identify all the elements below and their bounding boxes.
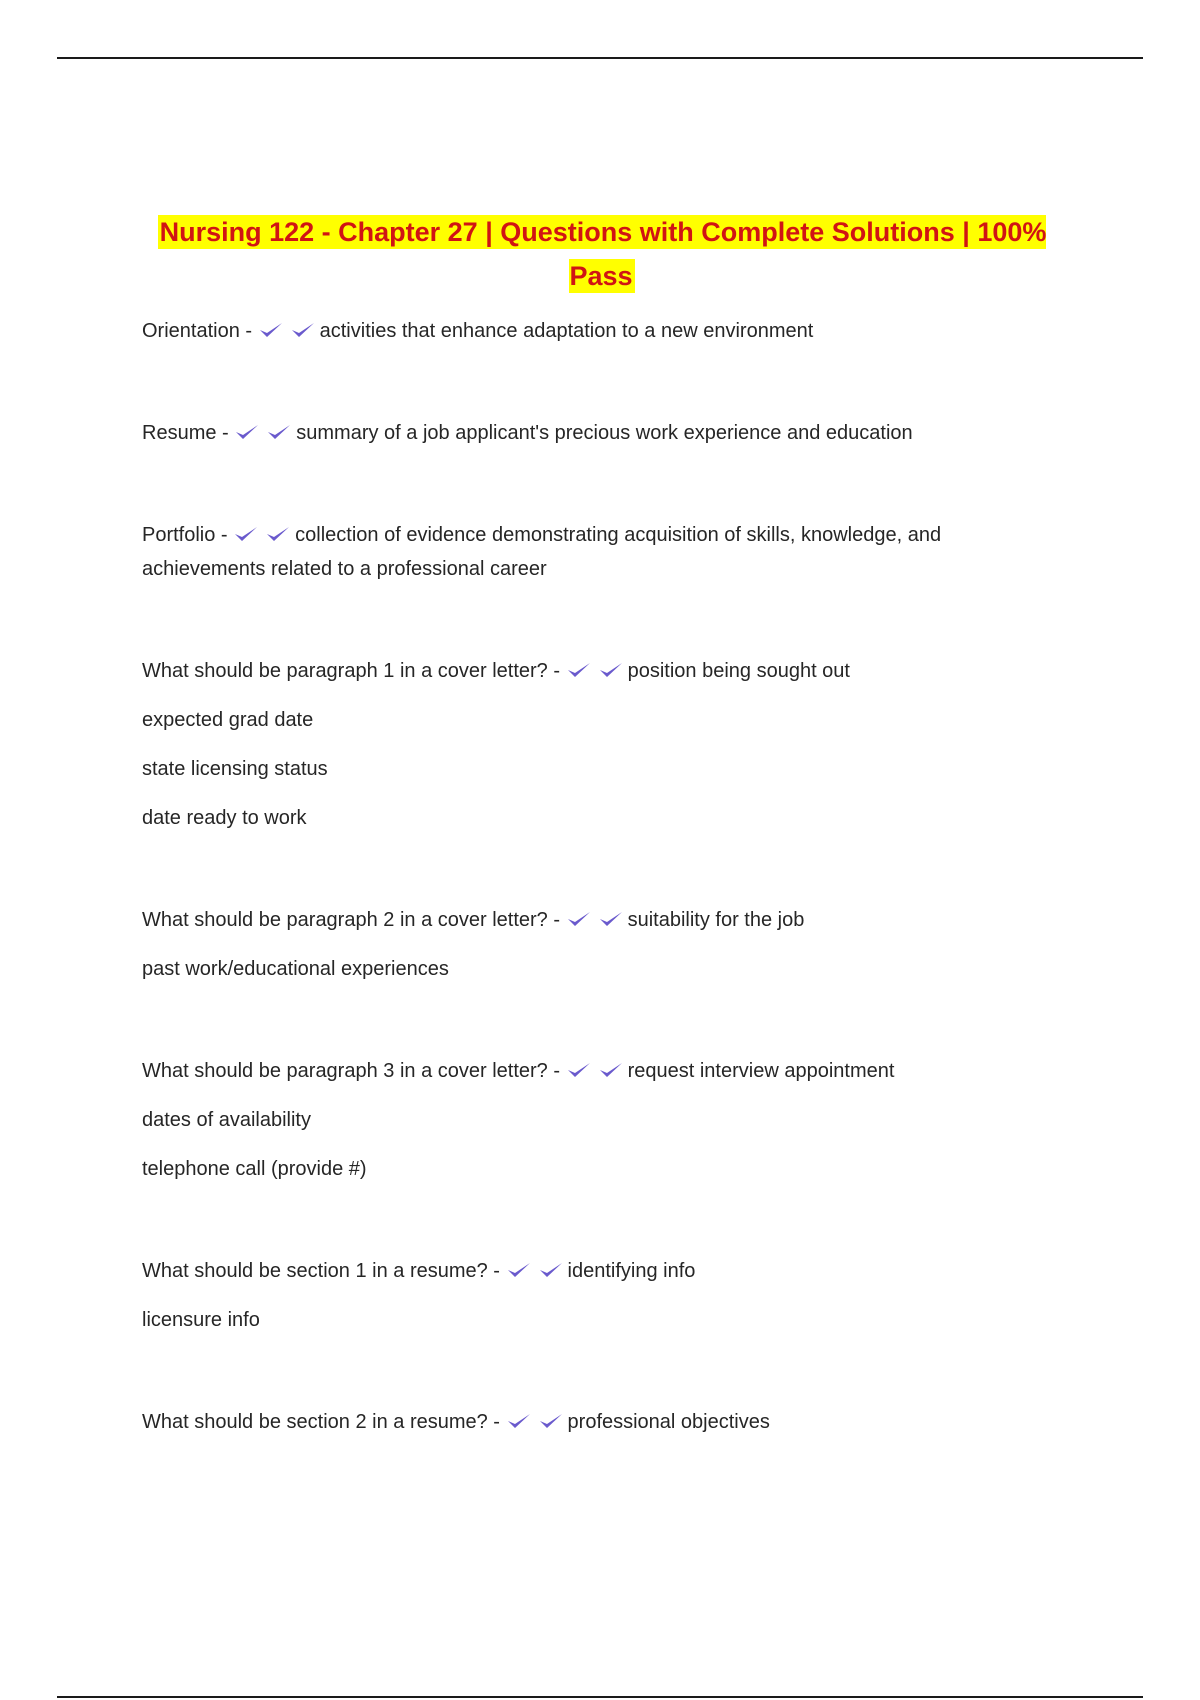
check-icon [506, 1411, 532, 1431]
check-icon [233, 524, 259, 544]
double-check-icons [234, 422, 296, 444]
check-icon [234, 422, 260, 442]
bottom-rule [57, 1696, 1143, 1698]
qa-term: What should be paragraph 2 in a cover letter? - [142, 909, 561, 931]
qa-answer-line: expected grad date [142, 709, 314, 731]
check-icon [566, 1060, 592, 1080]
qa-answer: activities that enhance adaptation to a new environment [319, 320, 814, 342]
qa-entry [142, 314, 1062, 348]
double-check-icons [566, 909, 628, 931]
check-icon [598, 660, 624, 680]
qa-first-line [142, 314, 1062, 348]
document-body [142, 210, 1062, 1507]
qa-first-line [142, 903, 1062, 937]
qa-term: What should be paragraph 1 in a cover letter? - [142, 660, 561, 682]
check-icon [265, 524, 291, 544]
qa-first-line [142, 1254, 1062, 1288]
check-icon [598, 909, 624, 929]
check-icon [290, 320, 316, 340]
qa-term: What should be section 1 in a resume? - [142, 1260, 500, 1282]
qa-entry [142, 903, 1062, 986]
double-check-icons [233, 524, 295, 546]
double-check-icons [506, 1260, 568, 1282]
check-icon [566, 909, 592, 929]
check-icon [538, 1411, 564, 1431]
qa-answer-line: licensure info [142, 1309, 260, 1331]
qa-answer: professional objectives [567, 1411, 770, 1433]
qa-entry [142, 1254, 1062, 1337]
check-icon [598, 1060, 624, 1080]
qa-first-line [142, 654, 1062, 688]
qa-answer: summary of a job applicant's precious work experience and education [296, 422, 913, 444]
double-check-icons [566, 1060, 628, 1082]
check-icon [266, 422, 292, 442]
qa-answer-line: dates of availability [142, 1109, 311, 1131]
check-icon [258, 320, 284, 340]
qa-answer: identifying info [567, 1260, 696, 1282]
qa-entry [142, 416, 1062, 450]
check-icon [506, 1260, 532, 1280]
qa-term: What should be section 2 in a resume? - [142, 1411, 500, 1433]
qa-answer: collection of evidence demonstrating acquisition of skills, knowledge, and achievements related to a professional career [142, 524, 942, 580]
qa-answer-line: telephone call (provide #) [142, 1158, 367, 1180]
qa-answer-line: state licensing status [142, 758, 328, 780]
qa-answer-line: past work/educational experiences [142, 958, 449, 980]
qa-first-line [142, 1054, 1062, 1088]
qa-term: Resume - [142, 422, 229, 444]
double-check-icons [258, 320, 320, 342]
qa-entry [142, 1054, 1062, 1186]
check-icon [538, 1260, 564, 1280]
qa-term: What should be paragraph 3 in a cover letter? - [142, 1060, 561, 1082]
double-check-icons [506, 1411, 568, 1433]
qa-answer-line: date ready to work [142, 807, 307, 829]
qa-term: Orientation - [142, 320, 253, 342]
qa-answer: request interview appointment [627, 1060, 895, 1082]
document-title: Nursing 122 - Chapter 27 | Questions with Complete Solutions | 100% Pass [159, 217, 1047, 291]
top-rule [57, 57, 1143, 59]
qa-entry [142, 518, 1062, 586]
qa-entry [142, 654, 1062, 835]
qa-answer: position being sought out [627, 660, 850, 682]
check-icon [566, 660, 592, 680]
qa-list [142, 314, 1062, 1439]
qa-first-line [142, 416, 1062, 450]
qa-entry [142, 1405, 1062, 1439]
qa-first-line [142, 1405, 1062, 1439]
qa-answer: suitability for the job [627, 909, 805, 931]
qa-first-line [142, 518, 1062, 586]
qa-term: Portfolio - [142, 524, 228, 546]
double-check-icons [566, 660, 628, 682]
